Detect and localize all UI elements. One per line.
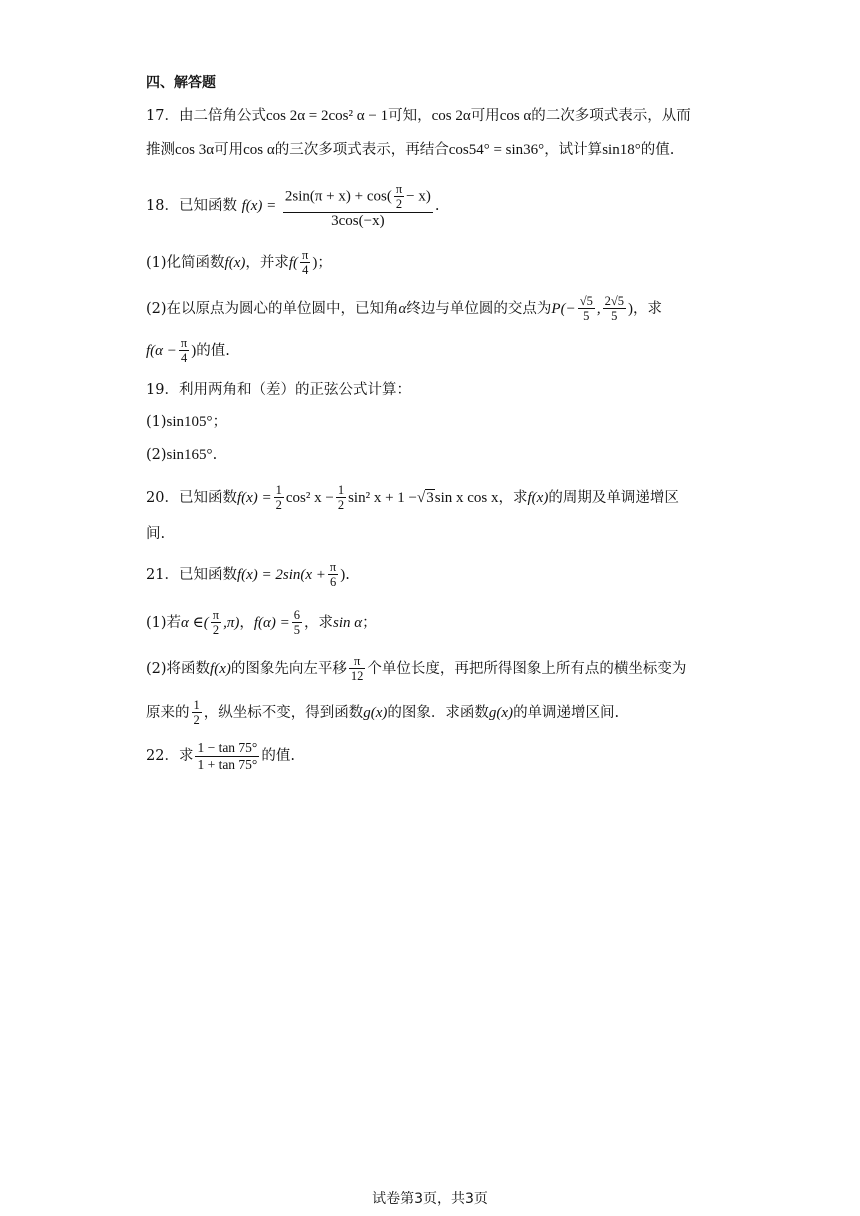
- text: (2): [146, 447, 167, 463]
- fraction: [349, 654, 366, 684]
- formula: f(α) =: [253, 614, 290, 631]
- text: 2: [212, 623, 220, 638]
- text: 3cos(−x): [331, 212, 385, 229]
- text: ；: [362, 614, 377, 631]
- text: π: [329, 560, 337, 574]
- text: 个单位长度，再把所得图象上所有点的横坐标变为: [367, 660, 687, 677]
- text: 1: [193, 698, 200, 712]
- fraction: [283, 182, 433, 230]
- formula: cos 2α = 2cos² α − 1: [265, 108, 389, 124]
- text: 的单调递增区间.: [513, 704, 620, 721]
- formula: sin165°: [166, 447, 213, 463]
- formula: ): [627, 300, 633, 317]
- text: 可用: [470, 108, 500, 124]
- text: 2: [275, 498, 282, 513]
- question-21-part-2-line-1: [146, 654, 686, 684]
- text: 2: [395, 197, 403, 212]
- text: 2√5: [604, 294, 624, 308]
- formula: ,: [596, 300, 601, 317]
- formula: f(: [288, 254, 299, 271]
- question-19-line-1: [146, 380, 411, 400]
- question-number: 20．: [146, 489, 179, 506]
- formula: sin² x + 1 −: [348, 489, 418, 506]
- text: (1)若: [146, 614, 182, 631]
- fraction: [195, 740, 259, 772]
- question-20-line-1: [146, 483, 679, 513]
- formula: P(−: [551, 300, 576, 317]
- text: ，试计算: [544, 142, 603, 158]
- text: (2)将函数: [146, 660, 211, 677]
- text: .: [345, 566, 350, 583]
- text: 6: [329, 575, 337, 590]
- formula: g(x): [363, 704, 388, 721]
- question-number: 21．: [146, 566, 179, 583]
- formula: cos 2α: [431, 108, 471, 124]
- question-17-line-2: [146, 140, 674, 160]
- formula: cos α: [499, 108, 532, 124]
- fraction: [274, 483, 284, 513]
- question-18-part-2-line-1: [146, 294, 662, 324]
- fraction: [179, 336, 189, 366]
- text: π: [180, 336, 188, 350]
- text: π: [349, 654, 366, 669]
- text: 12: [350, 669, 364, 684]
- text: ；: [317, 254, 332, 271]
- text: 2: [337, 498, 345, 513]
- question-18-part-1: [146, 248, 332, 278]
- text: π: [395, 182, 403, 196]
- formula: sin α: [333, 614, 363, 631]
- formula: cos54° = sin36°: [448, 142, 545, 158]
- text: 的图象先向左平移: [230, 660, 347, 677]
- text: 的三次多项式表示，再结合: [274, 142, 449, 158]
- text: 由二倍角公式: [178, 108, 266, 124]
- text: ，求: [498, 489, 528, 506]
- text: 6: [293, 608, 301, 622]
- text: 1: [337, 483, 345, 497]
- text: 的二次多项式表示，从而: [531, 108, 691, 124]
- question-number: 17．: [146, 108, 179, 124]
- text: ，纵坐标不变，得到函数: [203, 704, 364, 721]
- formula: sin18°: [602, 142, 641, 158]
- fraction: [336, 483, 346, 513]
- text: ；: [212, 414, 228, 430]
- text: 5: [611, 309, 618, 324]
- fraction: [211, 608, 221, 638]
- text: π: [212, 608, 220, 622]
- text: 2sin(π + x) + cos(: [284, 188, 392, 205]
- formula: cos α: [243, 142, 275, 158]
- formula: α ∈(: [181, 614, 209, 631]
- formula: f(x): [224, 254, 246, 271]
- formula: 3: [426, 489, 434, 506]
- text: 的值.: [261, 748, 295, 765]
- text: ，并求: [245, 254, 289, 271]
- text: 5: [293, 623, 301, 638]
- fraction: [192, 698, 202, 728]
- question-21-line-1: [146, 560, 350, 590]
- formula: g(x): [488, 704, 514, 721]
- text: 5: [583, 309, 590, 324]
- text: 可知，: [388, 108, 432, 124]
- text: 已知函数: [178, 489, 237, 506]
- text: 的图象．求函数: [387, 704, 489, 721]
- question-number: 18．: [146, 198, 179, 214]
- text: (1)化简函数: [146, 254, 225, 271]
- text: (2)在以原点为圆心的单位圆中，已知角: [146, 300, 399, 317]
- formula: f(x): [210, 660, 231, 677]
- text: π: [302, 248, 309, 262]
- formula: f(x) = 2sin(x +: [236, 566, 326, 583]
- sqrt-symbol: √: [417, 489, 426, 506]
- fraction: [328, 560, 338, 590]
- question-20-line-2: [146, 524, 165, 544]
- text: √5: [579, 294, 593, 308]
- text: 2: [193, 713, 200, 728]
- text: .: [434, 198, 440, 214]
- text: 1 + tan 75°: [197, 756, 258, 772]
- question-18-line-1: [146, 182, 439, 230]
- text: 可用: [214, 142, 244, 158]
- fraction: [603, 294, 626, 324]
- formula: f(x) =: [241, 198, 277, 214]
- question-17-line-1: [146, 106, 691, 126]
- question-21-part-1: [146, 608, 377, 638]
- text: 的周期及单调递增区: [548, 489, 679, 506]
- text: 利用两角和（差）的正弦公式计算：: [178, 382, 411, 398]
- text: 的值.: [640, 142, 675, 158]
- question-22-line-1: [146, 740, 295, 772]
- fraction: [394, 182, 404, 212]
- formula: ,π): [223, 614, 240, 631]
- text: 4: [180, 351, 188, 366]
- formula: sin x cos x: [434, 489, 499, 506]
- text: − x): [406, 188, 431, 205]
- text: 1: [275, 483, 282, 497]
- text: 原来的: [146, 704, 190, 721]
- text: 4: [302, 263, 309, 278]
- formula: sin105°: [166, 414, 213, 430]
- text: 终边与单位圆的交点为: [406, 300, 552, 317]
- fraction: [292, 608, 302, 638]
- text: 的值.: [196, 342, 230, 359]
- text: 间.: [146, 526, 166, 542]
- fraction: [578, 294, 595, 324]
- page-footer: 试卷第3页，共3页: [372, 1191, 488, 1207]
- text: .: [212, 447, 218, 463]
- question-19-part-1: [146, 412, 227, 432]
- text: ，: [239, 614, 254, 631]
- question-19-part-2: [146, 445, 217, 465]
- formula: ): [191, 342, 197, 359]
- text: 求: [178, 748, 194, 765]
- formula: f(x): [527, 489, 549, 506]
- formula: cos 3α: [175, 142, 215, 158]
- question-number: 19．: [146, 382, 179, 398]
- question-18-part-2-line-2: [146, 336, 230, 366]
- formula: cos² x −: [285, 489, 334, 506]
- question-number: 22．: [146, 748, 179, 765]
- text: ，求: [632, 300, 662, 317]
- formula: ): [312, 254, 318, 271]
- text: (1): [146, 414, 167, 430]
- formula: α: [398, 300, 407, 317]
- formula: ): [340, 566, 346, 583]
- text: 推测: [146, 142, 175, 158]
- section-title: 四、解答题: [146, 75, 216, 91]
- text: 1 − tan 75°: [197, 740, 258, 755]
- formula: f(x) =: [236, 489, 272, 506]
- text: 已知函数: [178, 566, 237, 583]
- formula: f(α −: [146, 342, 177, 359]
- text: ，求: [304, 614, 334, 631]
- text: 已知函数: [178, 198, 237, 214]
- question-21-part-2-line-2: [146, 698, 619, 728]
- fraction: [300, 248, 310, 278]
